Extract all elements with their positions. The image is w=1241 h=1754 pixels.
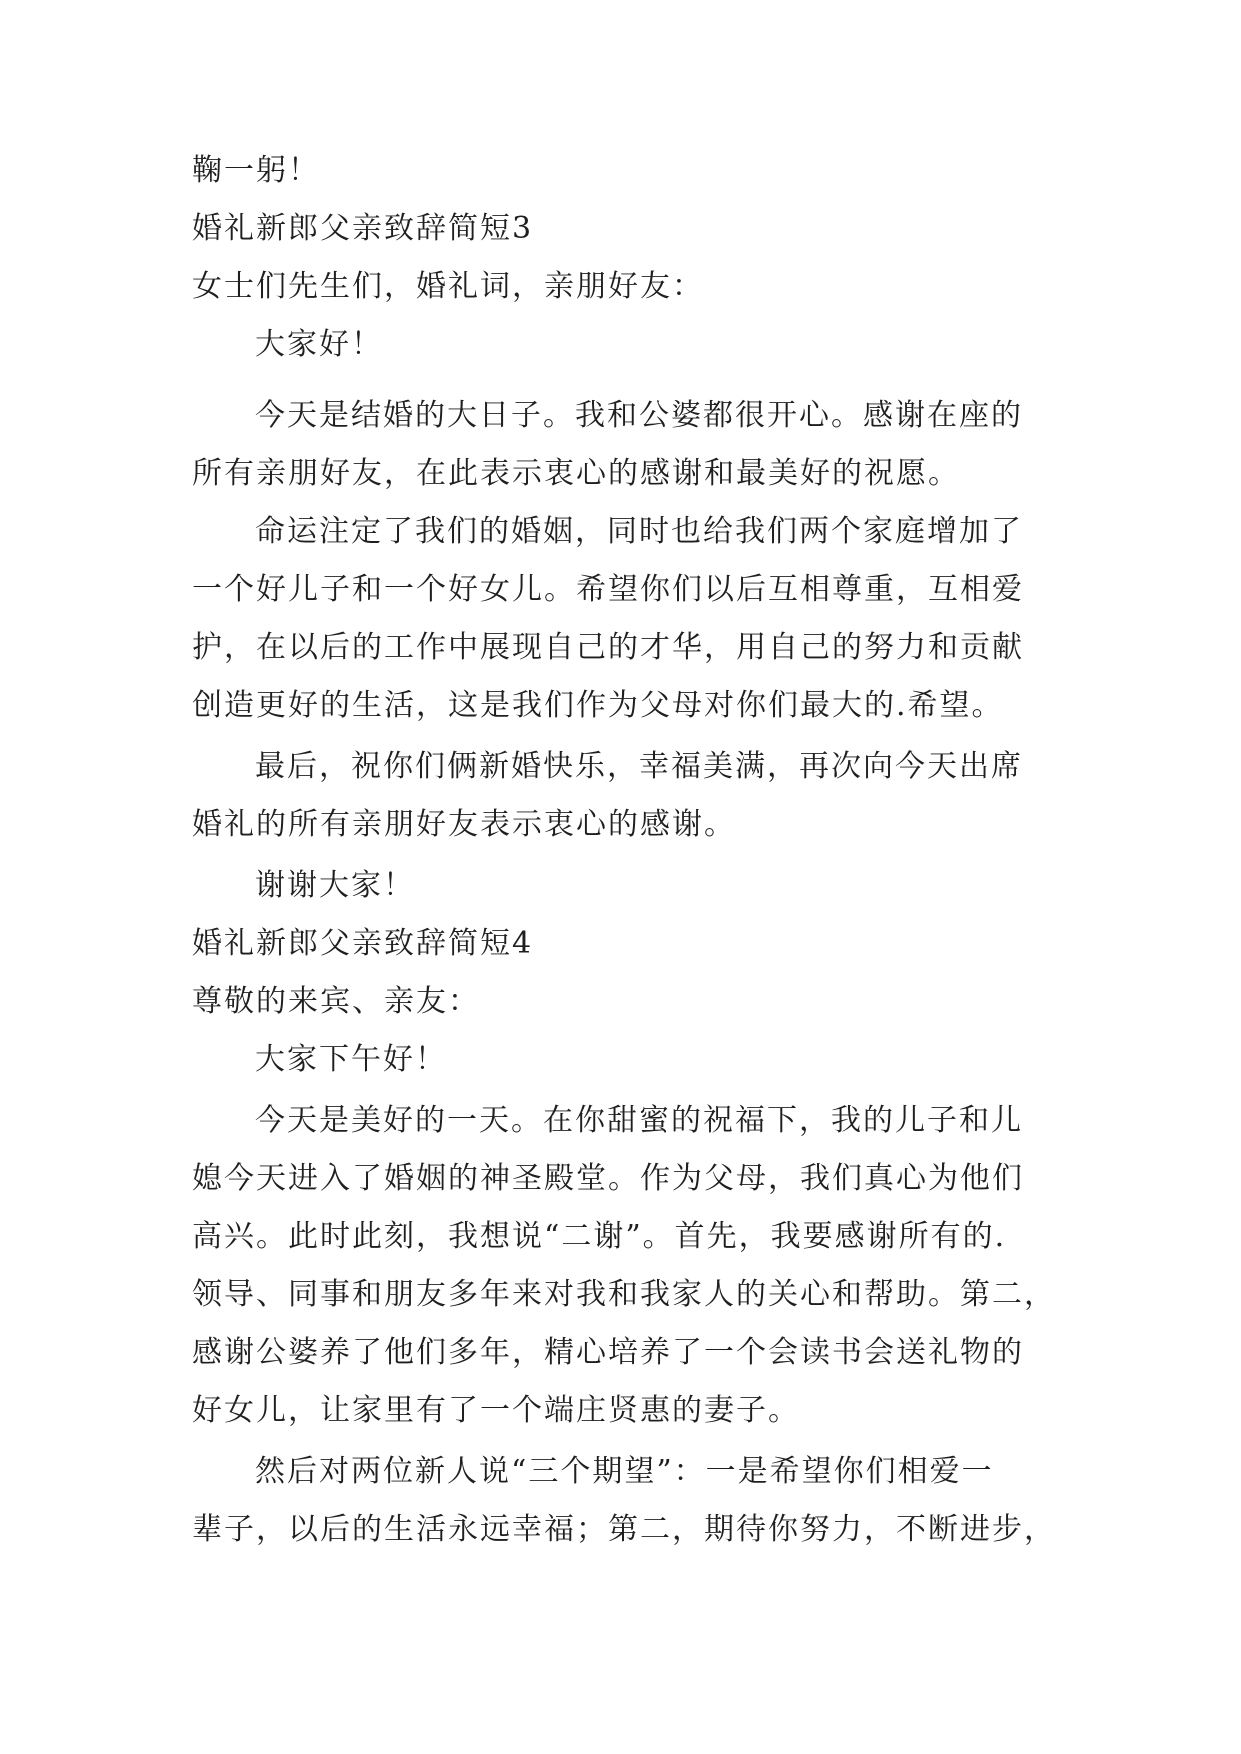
paragraph-line: 创造更好的生活，这是我们作为父母对你们最大的.希望。: [192, 688, 1004, 723]
paragraph-line: 感谢公婆养了他们多年，精心培养了一个会读书会送礼物的: [192, 1335, 1024, 1370]
greeting: 大家好！: [255, 327, 383, 362]
paragraph-line: 今天是美好的一天。在你甜蜜的祝福下，我的儿子和儿: [255, 1103, 1023, 1138]
paragraph-line: 婚礼的所有亲朋好友表示衷心的感谢。: [192, 807, 736, 842]
paragraph-line: 护，在以后的工作中展现自己的才华，用自己的努力和贡献: [192, 630, 1024, 665]
paragraph-line: 高兴。此时此刻，我想说“二谢”。首先，我要感谢所有的.: [192, 1219, 1007, 1254]
paragraph-line: 媳今天进入了婚姻的神圣殿堂。作为父母，我们真心为他们: [192, 1161, 1024, 1196]
paragraph-line: 辈子，以后的生活永远幸福；第二，期待你努力，不断进步，: [192, 1512, 1056, 1547]
section-heading: 婚礼新郎父亲致辞简短4: [192, 926, 534, 961]
greeting: 大家下午好！: [255, 1042, 447, 1077]
paragraph-line: 领导、同事和朋友多年来对我和我家人的关心和帮助。第二，: [192, 1277, 1056, 1312]
paragraph-line: 然后对两位新人说“三个期望”：一是希望你们相爱一: [255, 1454, 994, 1489]
paragraph-line: 所有亲朋好友，在此表示衷心的感谢和最美好的祝愿。: [192, 456, 960, 491]
paragraph-line: 好女儿，让家里有了一个端庄贤惠的妻子。: [192, 1393, 800, 1428]
paragraph-line: 今天是结婚的大日子。我和公婆都很开心。感谢在座的: [255, 398, 1023, 433]
text-line: 鞠一躬！: [192, 153, 320, 188]
section-heading: 婚礼新郎父亲致辞简短3: [192, 211, 534, 246]
salutation: 尊敬的来宾、亲友：: [192, 984, 480, 1019]
paragraph-line: 命运注定了我们的婚姻，同时也给我们两个家庭增加了: [255, 514, 1023, 549]
paragraph-line: 一个好儿子和一个好女儿。希望你们以后互相尊重，互相爱: [192, 572, 1024, 607]
salutation: 女士们先生们，婚礼词，亲朋好友：: [192, 269, 704, 304]
closing-line: 谢谢大家！: [255, 868, 415, 903]
paragraph-line: 最后，祝你们俩新婚快乐，幸福美满，再次向今天出席: [255, 749, 1023, 784]
